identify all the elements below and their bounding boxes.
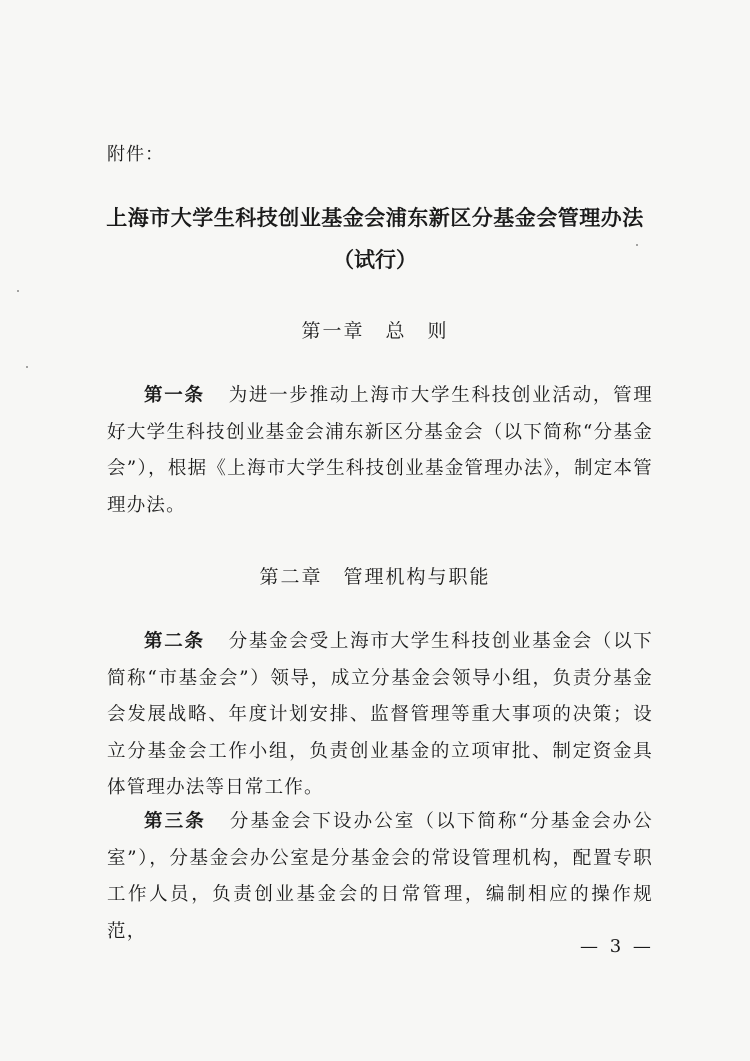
article-2-text: 分基金会受上海市大学生科技创业基金会（以下简称“市基金会”）领导，成立分基金会领导小组，负责分基金会发展战略、年度计划安排、监督管理等重大事项的决策；设立分基金会工作小组，负责创业基金的立项审批、制定资金具体管理办法等日常工作。 xyxy=(107,631,654,798)
chapter-heading-1: 第一章 总 则 xyxy=(301,320,449,342)
page-number: — 3 — xyxy=(580,936,654,957)
article-1-text: 为进一步推动上海市大学生科技创业活动，管理好大学生科技创业基金会浦东新区分基金会（以下简称“分基金会”），根据《上海市大学生科技创业基金管理办法》，制定本管理办法。 xyxy=(107,385,654,516)
scan-speck xyxy=(636,244,638,246)
article-2-label: 第二条 xyxy=(144,631,205,652)
article-3 xyxy=(107,804,653,950)
chapter-heading-2: 第二章 管理机构与职能 xyxy=(259,566,491,588)
article-1 xyxy=(107,378,653,524)
scan-speck xyxy=(17,290,19,292)
document-subtitle: （试行） xyxy=(333,248,417,272)
article-3-text: 分基金会下设办公室（以下简称“分基金会办公室”），分基金会办公室是分基金会的常设管理机构，配置专职工作人员，负责创业基金会的日常管理，编制相应的操作规范， xyxy=(107,811,653,942)
attachment-label: 附件： xyxy=(107,144,164,165)
article-2 xyxy=(107,624,653,807)
article-1-label: 第一条 xyxy=(144,385,205,406)
scan-speck xyxy=(26,366,28,368)
article-3-label: 第三条 xyxy=(144,811,206,832)
document-title: 上海市大学生科技创业基金会浦东新区分基金会管理办法 xyxy=(106,206,644,230)
